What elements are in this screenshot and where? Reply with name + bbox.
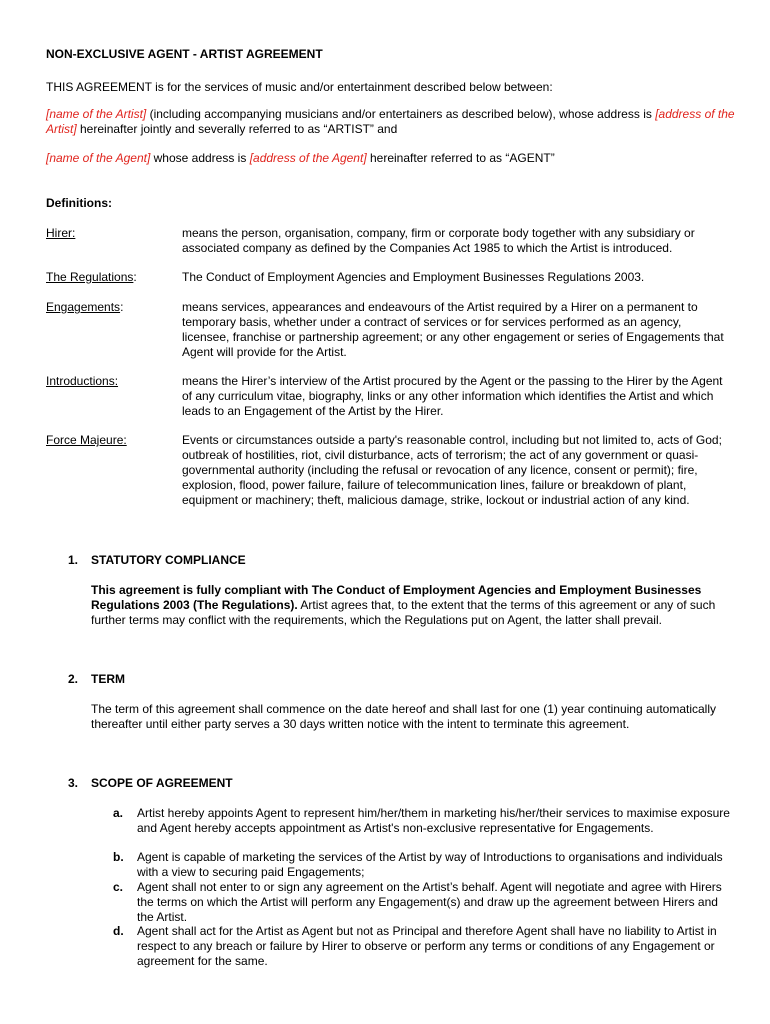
- definition-term-regulations: The Regulations:: [46, 270, 137, 284]
- definition-term-hirer: Hirer:: [46, 226, 76, 240]
- definitions-heading: Definitions:: [46, 196, 112, 210]
- artist-party-text: (including accompanying musicians and/or entertainers as described below), whose address is: [146, 107, 656, 121]
- list-item-letter: a.: [113, 806, 124, 820]
- section-bold-text: This agreement is fully compliant with The Conduct of Employment Agencies and Employment Businesses Regulations 2003 (The Regulations).: [91, 583, 702, 612]
- definition-text-force-majeure: Events or circumstances outside a party's reasonable control, including but not limited to, acts of God; outbreak of hostilities, riot, civil disturbance, acts of terrorism; the act of any government or quasi-governmental authority (including the refusal or revocation of any licence, consent or permit); fire, explosion, flood, power failure, failure of telecommunication lines, failure or breakdown of plant, equipment or machinery; theft, malicious damage, strike, lockout or industrial action of any kind.: [182, 433, 722, 507]
- definition-text-introductions: means the Hirer’s interview of the Artist procured by the Agent or the passing to the Hirer by the Agent of any curriculum vitae, biography, links or any other information which identifies the Artist and which leads to an Engagement of the Artist by the Hirer.: [182, 374, 723, 418]
- definition-text-regulations: The Conduct of Employment Agencies and Employment Businesses Regulations 2003.: [182, 270, 645, 284]
- artist-party-text-2: hereinafter jointly and severally referred to as “ARTIST” and: [76, 122, 398, 136]
- agent-name-placeholder: [name of the Agent]: [46, 151, 151, 165]
- list-item-text: Agent shall act for the Artist as Agent but not as Principal and therefore Agent shall have no liability to Artist in respect to any breach or failure by Hirer to observe or perform any terms or conditions of any Engagement or agreement for the same.: [137, 924, 717, 968]
- agent-party-text-2: hereinafter referred to as “AGENT”: [366, 151, 555, 165]
- document-title: NON-EXCLUSIVE AGENT - ARTIST AGREEMENT: [46, 47, 323, 61]
- section-title-scope-of-agreement: SCOPE OF AGREEMENT: [91, 776, 233, 790]
- section-title-statutory-compliance: STATUTORY COMPLIANCE: [91, 553, 246, 567]
- list-item-letter: d.: [113, 924, 124, 938]
- list-item-text: Artist hereby appoints Agent to represent him/her/them in marketing his/her/their services to maximise exposure and Agent hereby accepts appointment as Artist's non-exclusive representative for Engagements.: [137, 806, 730, 835]
- list-item-letter: b.: [113, 850, 124, 864]
- section-number: 3.: [68, 776, 79, 790]
- agent-party-text: whose address is: [150, 151, 250, 165]
- definition-term-force-majeure: Force Majeure:: [46, 433, 127, 447]
- intro-paragraph: THIS AGREEMENT is for the services of music and/or entertainment described below between:: [46, 80, 553, 94]
- artist-address-placeholder: [address of the Artist]: [46, 107, 735, 136]
- list-item-letter: c.: [113, 880, 124, 894]
- definition-term-introductions: Introductions:: [46, 374, 119, 388]
- list-item-text: Agent shall not enter to or sign any agreement on the Artist’s behalf. Agent will negotiate and agree with Hirers the terms on which the Artist will perform any Engagement(s) and draw up the agreement between Hirers and the Artist.: [137, 880, 722, 924]
- agent-party-paragraph: [46, 151, 555, 166]
- section-number: 2.: [68, 672, 79, 686]
- section-title-term: TERM: [91, 672, 125, 686]
- artist-name-placeholder: [name of the Artist]: [46, 107, 147, 121]
- definition-term-engagements: Engagements:: [46, 300, 124, 314]
- section-text: Artist agrees that, to the extent that the terms of this agreement or any of such further terms may conflict with the requirements, which the Regulations put on Agent, the latter shall prevail.: [91, 598, 716, 627]
- section-paragraph-statutory-compliance: [91, 583, 721, 628]
- section-paragraph-term: The term of this agreement shall commence on the date hereof and shall last for one (1) year continuing automatically thereafter until either party serves a 30 days written notice with the intent to terminate this agreement.: [91, 702, 717, 731]
- list-item-text: Agent is capable of marketing the services of the Artist by way of Introductions to organisations and individuals with a view to securing paid Engagements;: [137, 850, 723, 879]
- section-number: 1.: [68, 553, 79, 567]
- artist-party-paragraph: [46, 107, 750, 137]
- definition-text-engagements: means services, appearances and endeavours of the Artist required by a Hirer on a permanent to temporary basis, whether under a contract of services or for services performed as an agency, licensee, franchise or partnership agreement; or any other engagement or series of Engagements that Agent will provide for the Artist.: [182, 300, 724, 359]
- definition-text-hirer: means the person, organisation, company, firm or corporate body together with any subsidiary or associated company as defined by the Companies Act 1985 to which the Artist is introduced.: [182, 226, 695, 255]
- agent-address-placeholder: [address of the Agent]: [249, 151, 367, 165]
